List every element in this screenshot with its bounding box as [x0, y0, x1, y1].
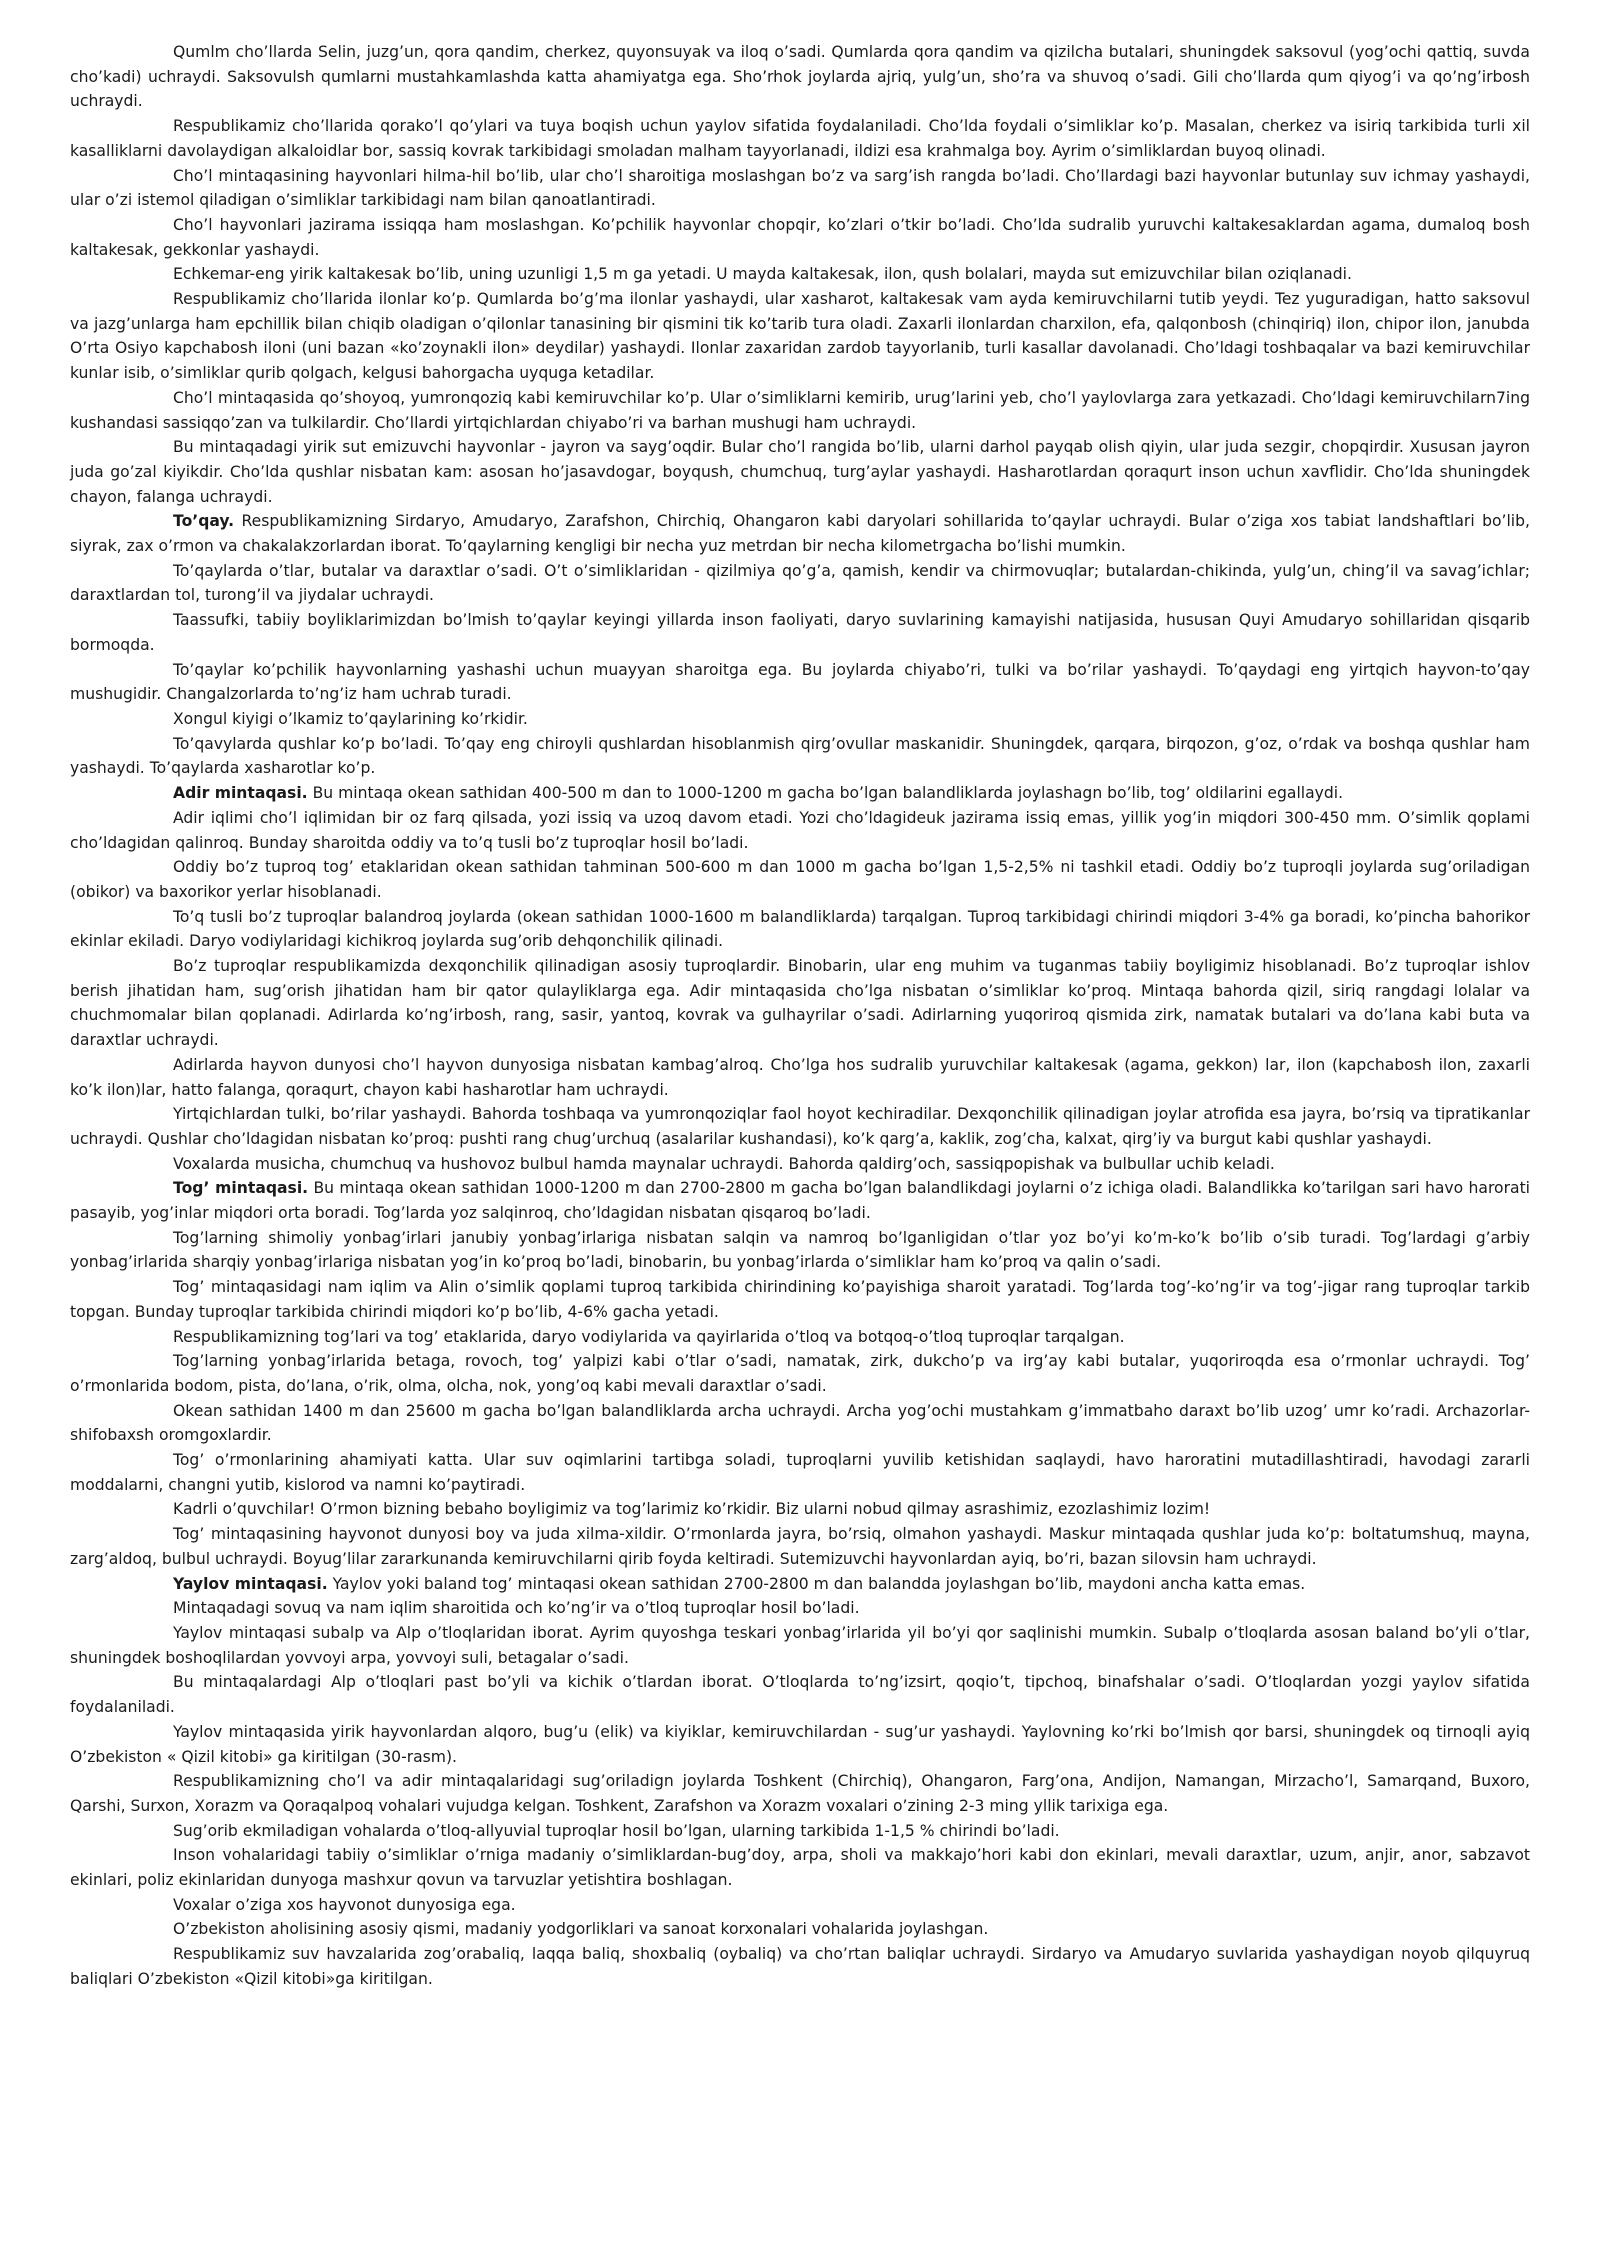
body-paragraph [70, 1102, 1530, 1151]
body-paragraph [70, 905, 1530, 954]
paragraph-text: Okean sathidan 1400 m dan 25600 m gacha bo’lgan balandliklarda archa uchraydi. Archa yog’ochi mustahkam g’immatbaho daraxt bo’lib uzog’ umr ko’radi. Archazorlar-shifobaxsh oromgoxlardir. [70, 1401, 1530, 1445]
section-heading: Yaylov mintaqasi. [173, 1574, 328, 1593]
body-paragraph [70, 1819, 1530, 1844]
body-paragraph [70, 1497, 1530, 1522]
paragraph-text: Kadrli o’quvchilar! O’rmon bizning bebaho boyligimiz va tog’larimiz ko’rkidir. Biz ularni nobud qilmay asrashimiz, ezozlashimiz lozim! [173, 1500, 1211, 1519]
body-paragraph [70, 1349, 1530, 1398]
body-paragraph [70, 1522, 1530, 1571]
paragraph-text: Tog’ mintaqasining hayvonot dunyosi boy va juda xilma-xildir. O’rmonlarda jayra, bo’rsiq, olmahon yashaydi. Maskur mintaqada qushlar juda ko’p: boltatumshuq, mayna, zarg’aldoq, bulbul uchraydi. Boyug’lilar zararkunanda kemiruvchilarni qirib foyda keltiradi. Sutemizuvchi hayvonlardan ayiq, bo’ri, bazan silovsin ham uchraydi. [70, 1525, 1530, 1568]
paragraph-text: O’zbekiston aholisining asosiy qismi, madaniy yodgorliklari va sanoat korxonalari vohalarida joylashgan. [173, 1920, 989, 1939]
paragraph-text: Yaylov mintaqasi subalp va Alp o’tloqlaridan iborat. Ayrim quyoshga teskari yonbag’irlarida yil bo’yi qor saqlinishi mumkin. Subalp o’tloqlarda asosan baland bo’yli o’tlar, shuningdek boshoqlilardan yovvoyi arpa, yovvoyi suli, betagalar o’sadi. [70, 1624, 1530, 1667]
body-paragraph [70, 732, 1530, 781]
body-paragraph [70, 1942, 1530, 1991]
body-paragraph [70, 40, 1530, 114]
paragraph-text: Mintaqadagi sovuq va nam iqlim sharoitida och ko’ng’ir va o’tloq tuproqlar hosil bo’ladi. [173, 1599, 860, 1618]
body-paragraph [70, 608, 1530, 657]
paragraph-text: Bu mintaqadagi yirik sut emizuvchi hayvonlar - jayron va sayg’oqdir. Bular cho’l rangida bo’lib, ularni darhol payqab olish qiyin, ular juda sezgir, chopqirdir. Xususan jayron juda go’zal kiyikdir. Cho’lda qushlar nisbatan kam: asosan ho’jasavdogar, boyqush, chumchuq, turg’aylar yashaydi. Hasharotlardan qoraqurt inson uchun xavflidir. Cho’lda shuningdek chayon, falanga uchraydi. [70, 438, 1530, 506]
paragraph-text: Oddiy bo’z tuproq tog’ etaklaridan okean sathidan tahminan 500-600 m dan 1000 m gacha bo’lgan 1,5-2,5% ni tashkil etadi. Oddiy bo’z tuproqli joylarda sug’oriladigan (obikor) va baxorikor yerlar hisoblanadi. [70, 858, 1530, 901]
paragraph-text: Voxalarda musicha, chumchuq va hushovoz bulbul hamda maynalar uchraydi. Bahorda qaldirg’och, sassiqpopishak va bulbullar uchib keladi. [173, 1154, 1275, 1173]
paragraph-text: Yirtqichlardan tulki, bo’rilar yashaydi. Bahorda toshbaqa va yumronqoziqlar faol hoyot kechiradilar. Dexqonchilik qilinadigan joylar atrofida esa jayra, bo’rsiq va tipratikanlar uchraydi. Qushlar cho’ldagidan nisbatan ko’proq: pushti rang chug’urchuq (asalarilar kushandasi), ko’k qarg’a, kaklik, zog’cha, kalxat, qirg’iy va burgut kabi qushlar yashaydi. [70, 1105, 1530, 1148]
paragraph-text: Respublikamiz cho’llarida qorako’l qo’ylari va tuya boqish uchun yaylov sifatida foydalaniladi. Cho’lda foydali o’simliklar ko’p. Masalan, cherkez va isiriq tarkibida turli xil kasalliklarni davolaydigan alkaloidlar bor, sassiq kovrak tarkibidagi smoladan malham tayyorlanadi, ildizi esa krahmalga boy. Ayrim o’simliklardan buyoq olinadi. [70, 117, 1530, 160]
paragraph-text: Bu mintaqa okean sathidan 1000-1200 m dan 2700-2800 m gacha bo’lgan balandlikdagi joylarni o’z ichiga oladi. Balandlikka ko’tarilgan sari havo harorati pasayib, yog’inlar miqdori orta boradi. Tog’larda yoz salqinroq, cho’ldagidan nisbatan qisqaroq bo’ladi. [70, 1179, 1531, 1223]
body-paragraph [70, 1226, 1530, 1275]
paragraph-text: Sug’orib ekmiladigan vohalarda o’tloq-allyuvial tuproqlar hosil bo’lgan, ularning tarkibida 1-1,5 % chirindi bo’ladi. [173, 1821, 1060, 1840]
paragraph-text: Cho’l mintaqasining hayvonlari hilma-hil bo’lib, ular cho’l sharoitiga moslashgan bo’z va sarg’ish rangda bo’ladi. Cho’llardagi bazi hayvonlar butunlay suv ichmay yashaydi, ular o’zi istemol qiladigan o’simliklar tarkibidagi nam bilan qanoatlantiradi. [70, 166, 1530, 210]
body-paragraph [70, 262, 1530, 287]
paragraph-text: Respublikamiz cho’llarida ilonlar ko’p. Qumlarda bo’g’ma ilonlar yashaydi, ular xasharot, kaltakesak vam ayda kemiruvchilarni tutib yeydi. Tez yuguradigan, hatto saksovul va jazg’unlarga ham epchillik bilan chiqib oladigan o’qilonlar tanasining bir qismini tik ko’tarib tura oladi. Zaxarli ilonlardan charxilon, efa, qalqonbosh (chinqiriq) ilon, chipor ilon, janubda O’rta Osiyo kapchabosh iloni (uni bazan «ko’zoynakli ilon» deydilar) yashaydi. Ilonlar zaxaridan zardob tayyorlanib, turli kasallar davolanadi. Cho’ldagi toshbaqalar va bazi kemiruvchilar kunlar isib, o’simliklar qurib qolgach, kelgusi bahorgacha uyquga ketadilar. [70, 290, 1530, 383]
body-paragraph [70, 287, 1530, 386]
body-paragraph [70, 1152, 1530, 1177]
paragraph-text: Cho’l mintaqasida qo’shoyoq, yumronqoziq kabi kemiruvchilar ko’p. Ular o’simliklarni kemirib, urug’larini yeb, cho’l yaylovlarga zara yetkazadi. Cho’ldagi kemiruvchilarn7ing kushandasi sassiqqo’zan va tulkilardir. Cho’llardi yirtqichlardan chiyabo’ri va barhan mushugi ham uchraydi. [70, 388, 1530, 432]
paragraph-text: Respublikamizning Sirdaryo, Amudaryo, Zarafshon, Chirchiq, Ohangaron kabi daryolari sohillarida to’qaylar uchraydi. Bular o’ziga xos tabiat landshaftlari bo’lib, siyrak, zax o’rmon va chakalakzorlardan iborat. To’qaylarning kengligi bir necha yuz metrdan bir necha kilometrgacha bo’lishi mumkin. [70, 512, 1530, 556]
body-paragraph [70, 1399, 1530, 1448]
paragraph-text: Yaylov mintaqasida yirik hayvonlardan alqoro, bug’u (elik) va kiyiklar, kemiruvchilardan - sug’ur yashaydi. Yaylovning ko’rki bo’lmish qor barsi, shuningdek oq tirnoqli ayiq O’zbekiston « Qizil kitobi» ga kiritilgan (30-rasm). [70, 1722, 1530, 1766]
paragraph-text: Inson vohalaridagi tabiiy o’simliklar o’rniga madaniy o’simliklardan-bug’doy, arpa, sholi va makkajo’hori kabi don ekinlari, mevali daraxtlar, uzum, anjir, anor, sabzavot ekinlari, poliz ekinlaridan dunyoga mashxur qovun va tarvuzlar yetishtira boshlagan. [70, 1846, 1530, 1890]
body-paragraph [70, 1720, 1530, 1769]
section-paragraph [70, 1572, 1530, 1597]
body-paragraph [70, 386, 1530, 435]
section-paragraph [70, 781, 1530, 806]
body-paragraph [70, 1275, 1530, 1324]
paragraph-text: Respublikamizning tog’lari va tog’ etaklarida, daryo vodiylarida va qayirlarida o’tloq va botqoq-o’tloq tuproqlar tarqalgan. [173, 1327, 1125, 1346]
section-paragraph [70, 1176, 1530, 1225]
body-paragraph [70, 1843, 1530, 1892]
body-paragraph [70, 1621, 1530, 1670]
body-paragraph [70, 1670, 1530, 1719]
body-paragraph [70, 213, 1530, 262]
body-paragraph [70, 1053, 1530, 1102]
paragraph-text: Xongul kiyigi o’lkamiz to’qaylarining ko’rkidir. [173, 709, 528, 728]
paragraph-text: Tog’ o’rmonlarining ahamiyati katta. Ular suv oqimlarini tartibga soladi, tuproqlarni yuvilib ketishidan saqlaydi, havo haroratini mutadillashtiradi, havodagi zararli moddalarni, changni yutib, kislorod va namni ko’paytiradi. [70, 1451, 1530, 1494]
paragraph-text: Tog’larning yonbag’irlarida betaga, rovoch, tog’ yalpizi kabi o’tlar o’sadi, namatak, zirk, dukcho’p va irg’ay kabi butalar, yuqoriroqda esa o’rmonlar uchraydi. Tog’ o’rmonlarida bodom, pista, do’lana, o’rik, olma, olcha, nok, yong’oq kabi mevali daraxtlar o’sadi. [70, 1352, 1530, 1395]
paragraph-text: To’qaylarda o’tlar, butalar va daraxtlar o’sadi. O’t o’simliklaridan - qizilmiya qo’g’a, qamish, kendir va chirmovuqlar; butalardan-chikinda, yulg’un, ching’il va savag’ichlar; daraxtlardan tol, turong’il va jiydalar uchraydi. [70, 561, 1530, 605]
body-paragraph [70, 1325, 1530, 1350]
body-paragraph [70, 707, 1530, 732]
body-paragraph [70, 806, 1530, 855]
paragraph-text: Voxalar o’ziga xos hayvonot dunyosiga ega. [173, 1895, 516, 1914]
paragraph-text: Bo’z tuproqlar respublikamizda dexqonchilik qilinadigan asosiy tuproqlardir. Binobarin, ular eng muhim va tuganmas tabiiy boyligimiz hisoblanadi. Bo’z tuproqlar ishlov berish jihatidan ham, sug’orish jihatidan ham bir qator qulayliklarga ega. Adir mintaqasida cho’lga nisbatan o’simliklar ko’proq. Mintaqa bahorda qizil, siriq rangdagi lolalar va chuchmomalar bilan qoplanadi. Adirlarda ko’ng’irbosh, rang, sasir, yantoq, kovrak va gulhayrilar o’sadi. Adirlarning yuqoriroq qismida zirk, namatak butalari va do’lana kabi buta va daraxtlar uchraydi. [70, 957, 1530, 1050]
body-paragraph [70, 1769, 1530, 1818]
paragraph-text: To’qaylar ko’pchilik hayvonlarning yashashi uchun muayyan sharoitga ega. Bu joylarda chiyabo’ri, tulki va bo’rilar yashaydi. To’qaydagi eng yirtqich hayvon-to’qay mushugidir. Changalzorlarda to’ng’iz ham uchrab turadi. [70, 660, 1530, 704]
paragraph-text: Adir iqlimi cho’l iqlimidan bir oz farq qilsada, yozi issiq va uzoq davom etadi. Yozi cho’ldagideuk jazirama issiq emas, yillik yog’in miqdori 300-450 mm. O’simlik qoplami cho’ldagidan qalinroq. Bunday sharoitda oddiy va to’q tusli bo’z tuproqlar hosil bo’ladi. [70, 808, 1530, 852]
section-heading: Adir mintaqasi. [173, 784, 308, 803]
paragraph-text: Cho’l hayvonlari jazirama issiqqa ham moslashgan. Ko’pchilik hayvonlar chopqir, ko’zlari o’tkir bo’ladi. Cho’lda sudralib yuruvchi kaltakesaklardan agama, dumaloq bosh kaltakesak, gekkonlar yashaydi. [70, 215, 1530, 259]
body-paragraph [70, 435, 1530, 509]
paragraph-text: Qumlm cho’llarda Selin, juzg’un, qora qandim, cherkez, quyonsuyak va iloq o’sadi. Qumlarda qora qandim va qizilcha butalari, shuningdek saksovul (yog’ochi qattiq, suvda cho’kadi) uchraydi. Saksovulsh qumlarni mustahkamlashda katta ahamiyatga ega. Sho’rhok joylarda ajriq, yulg’un, sho’ra va shuvoq o’sadi. Gili cho’llarda qum qiyog’i va qo’ng’irbosh uchraydi. [70, 43, 1530, 111]
body-paragraph [70, 1596, 1530, 1621]
body-paragraph [70, 1448, 1530, 1497]
body-paragraph [70, 658, 1530, 707]
paragraph-text: Adirlarda hayvon dunyosi cho’l hayvon dunyosiga nisbatan kambag’alroq. Cho’lga hos sudralib yuruvchilar kaltakesak (agama, gekkon) lar, ilon (kapchabosh ilon, zaxarli ko’k ilon)lar, hatto falanga, qoraqurt, chayon kabi hasharotlar ham uchraydi. [70, 1055, 1530, 1099]
paragraph-text: Bu mintaqalardagi Alp o’tloqlari past bo’yli va kichik o’tlardan iborat. O’tloqlarda to’ng’izsirt, qoqio’t, tipchoq, binafshalar o’sadi. O’tloqlardan yozgi yaylov sifatida foydalaniladi. [70, 1673, 1530, 1717]
paragraph-text: Yaylov yoki baland tog’ mintaqasi okean sathidan 2700-2800 m dan balandda joylashgan bo’lib, maydoni ancha katta emas. [327, 1574, 1306, 1593]
paragraph-text: Tog’ mintaqasidagi nam iqlim va Alin o’simlik qoplami tuproq tarkibida chirindining ko’payishiga sharoit yaratadi. Tog’larda tog’-ko’ng’ir va tog’-jigar rang tuproqlar tarkib topgan. Bunday tuproqlar tarkibida chirindi miqdori ko’p bo’lib, 4-6% gacha yetadi. [70, 1278, 1530, 1321]
body-paragraph [70, 559, 1530, 608]
paragraph-text: Tog’larning shimoliy yonbag’irlari janubiy yonbag’irlariga nisbatan salqin va namroq bo’lganligidan o’tlar yoz bo’yi ko’m-ko’k bo’lib o’sib turadi. Tog’lardagi g’arbiy yonbag’irlarida sharqiy yonbag’irlariga nisbatan yog’in ko’proq bo’ladi, binobarin, bu yonbag’irlarda o’simliklar ham ko’proq va qalin o’sadi. [70, 1228, 1530, 1272]
body-paragraph [70, 954, 1530, 1053]
body-paragraph [70, 114, 1530, 163]
body-paragraph [70, 1917, 1530, 1942]
section-paragraph [70, 509, 1530, 558]
paragraph-text: Echkemar-eng yirik kaltakesak bo’lib, uning uzunligi 1,5 m ga yetadi. U mayda kaltakesak, ilon, qush bolalari, mayda sut emizuvchilar bilan oziqlanadi. [173, 265, 1352, 284]
paragraph-text: Respublikamiz suv havzalarida zog’orabaliq, laqqa baliq, shoxbaliq (oybaliq) va cho’rtan baliqlar uchraydi. Sirdaryo va Amudaryo suvlarida yashaydigan noyob qilquyruq baliqlari O’zbekiston «Qizil kitobi»ga kiritilgan. [70, 1945, 1530, 1988]
body-paragraph [70, 855, 1530, 904]
section-heading: Tog’ mintaqasi. [173, 1179, 309, 1198]
paragraph-text: To’q tusli bo’z tuproqlar balandroq joylarda (okean sathidan 1000-1600 m balandliklarda) tarqalgan. Tuproq tarkibidagi chirindi miqdori 3-4% ga boradi, ko’pincha bahorikor ekinlar ekiladi. Daryo vodiylaridagi kichikroq joylarda sug’orib dehqonchilik qilinadi. [70, 907, 1530, 951]
section-heading: To’qay. [173, 512, 235, 531]
paragraph-text: Respublikamizning cho’l va adir mintaqalaridagi sug’oriladign joylarda Toshkent (Chirchiq), Ohangaron, Farg’ona, Andijon, Namangan, Mirzacho’l, Samarqand, Buxoro, Qarshi, Surxon, Xorazm va Qoraqalpoq vohalari vujudga kelgan. Toshkent, Zarafshon va Xorazm voxalari o’zining 2-3 ming yllik tarixiga ega. [70, 1772, 1530, 1815]
body-paragraph [70, 1893, 1530, 1918]
paragraph-text: To’qavylarda qushlar ko’p bo’ladi. To’qay eng chiroyli qushlardan hisoblanmish qirg’ovullar maskanidir. Shuningdek, qarqara, birqozon, g’oz, o’rdak va boshqa qushlar ham yashaydi. To’qaylarda xasharotlar ko’p. [70, 734, 1530, 778]
body-paragraph [70, 164, 1530, 213]
paragraph-text: Taassufki, tabiiy boyliklarimizdan bo’lmish to’qaylar keyingi yillarda inson faoliyati, daryo suvlarining kamayishi natijasida, hususan Quyi Amudaryo sohillaridan qisqarib bormoqda. [70, 611, 1530, 654]
paragraph-text: Bu mintaqa okean sathidan 400-500 m dan to 1000-1200 m gacha bo’lgan balandliklarda joylashagn bo’lib, tog’ oldilarini egallaydi. [307, 784, 1344, 803]
